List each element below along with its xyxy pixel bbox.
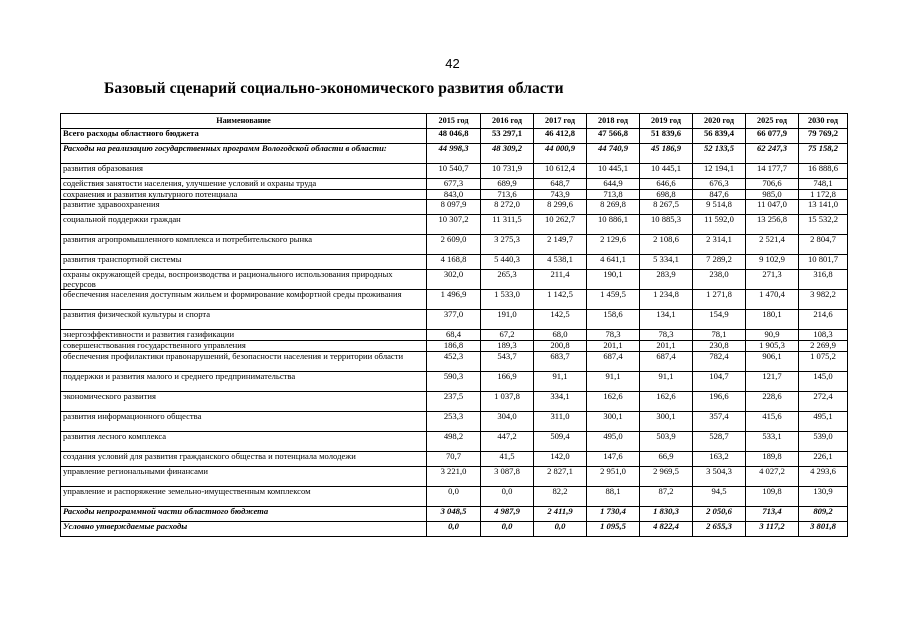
cell-value-2020: 782,4 xyxy=(693,351,746,371)
cell-value-2018: 644,9 xyxy=(587,179,640,190)
cell-value-2016: 543,7 xyxy=(481,351,534,371)
row-label: содействия занятости населения, улучшение условий и охраны труда xyxy=(61,179,427,190)
document-title: Базовый сценарий социально-экономического развития области xyxy=(104,80,564,97)
cell-value-2017: 91,1 xyxy=(534,371,587,391)
cell-value-2016: 8 272,0 xyxy=(481,200,534,215)
cell-value-2020: 847,6 xyxy=(693,189,746,200)
cell-value-2016: 3 275,3 xyxy=(481,235,534,255)
row-label: Условно утверждаемые расходы xyxy=(61,521,427,536)
cell-value-2025: 228,6 xyxy=(746,391,799,411)
cell-value-2025: 9 102,9 xyxy=(746,255,799,270)
cell-value-2025: 533,1 xyxy=(746,431,799,451)
cell-value-2015: 10 540,7 xyxy=(427,164,481,179)
cell-value-2025: 66 077,9 xyxy=(746,129,799,144)
cell-value-2020: 2 655,3 xyxy=(693,521,746,536)
row-label: обеспечения населения доступным жильем и формирование комфортной среды проживания xyxy=(61,290,427,310)
cell-value-2020: 11 592,0 xyxy=(693,215,746,235)
cell-value-2016: 0,0 xyxy=(481,521,534,536)
cell-value-2019: 646,6 xyxy=(640,179,693,190)
cell-value-2015: 48 046,8 xyxy=(427,129,481,144)
table-row xyxy=(61,290,848,310)
cell-value-2017: 1 142,5 xyxy=(534,290,587,310)
cell-value-2025: 180,1 xyxy=(746,310,799,330)
cell-value-2017: 4 538,1 xyxy=(534,255,587,270)
cell-value-2030: 4 293,6 xyxy=(799,466,848,486)
column-header-2016: 2016 год xyxy=(481,114,534,129)
cell-value-2019: 698,8 xyxy=(640,189,693,200)
cell-value-2019: 1 830,3 xyxy=(640,506,693,521)
cell-value-2016: 191,0 xyxy=(481,310,534,330)
cell-value-2019: 201,1 xyxy=(640,340,693,351)
cell-value-2018: 91,1 xyxy=(587,371,640,391)
cell-value-2020: 7 289,2 xyxy=(693,255,746,270)
cell-value-2018: 2 951,0 xyxy=(587,466,640,486)
cell-value-2017: 46 412,8 xyxy=(534,129,587,144)
cell-value-2017: 82,2 xyxy=(534,486,587,506)
cell-value-2025: 121,7 xyxy=(746,371,799,391)
column-header-name: Наименование xyxy=(61,114,427,129)
cell-value-2016: 67,2 xyxy=(481,330,534,341)
cell-value-2015: 3 221,0 xyxy=(427,466,481,486)
cell-value-2019: 2 108,6 xyxy=(640,235,693,255)
table-row xyxy=(61,129,848,144)
table-row xyxy=(61,506,848,521)
cell-value-2018: 190,1 xyxy=(587,270,640,290)
cell-value-2019: 66,9 xyxy=(640,451,693,466)
table-row xyxy=(61,215,848,235)
table-row xyxy=(61,235,848,255)
cell-value-2015: 253,3 xyxy=(427,411,481,431)
cell-value-2016: 10 731,9 xyxy=(481,164,534,179)
table-row xyxy=(61,189,848,200)
cell-value-2017: 2 411,9 xyxy=(534,506,587,521)
cell-value-2018: 1 730,4 xyxy=(587,506,640,521)
row-label: Расходы на реализацию государственных программ Вологодской области в области: xyxy=(61,144,427,164)
table-row xyxy=(61,371,848,391)
row-label: развития лесного комплекса xyxy=(61,431,427,451)
cell-value-2017: 743,9 xyxy=(534,189,587,200)
cell-value-2017: 68,0 xyxy=(534,330,587,341)
cell-value-2016: 689,9 xyxy=(481,179,534,190)
cell-value-2030: 13 141,0 xyxy=(799,200,848,215)
cell-value-2016: 11 311,5 xyxy=(481,215,534,235)
cell-value-2025: 109,8 xyxy=(746,486,799,506)
table-body xyxy=(61,129,848,537)
cell-value-2015: 70,7 xyxy=(427,451,481,466)
table-row xyxy=(61,451,848,466)
cell-value-2019: 4 822,4 xyxy=(640,521,693,536)
row-label: развития образования xyxy=(61,164,427,179)
cell-value-2030: 1 172,8 xyxy=(799,189,848,200)
cell-value-2020: 52 133,5 xyxy=(693,144,746,164)
table-row xyxy=(61,466,848,486)
column-header-2019: 2019 год xyxy=(640,114,693,129)
cell-value-2015: 843,0 xyxy=(427,189,481,200)
cell-value-2020: 230,8 xyxy=(693,340,746,351)
cell-value-2018: 10 445,1 xyxy=(587,164,640,179)
cell-value-2016: 189,3 xyxy=(481,340,534,351)
cell-value-2015: 0,0 xyxy=(427,521,481,536)
cell-value-2025: 3 117,2 xyxy=(746,521,799,536)
row-label: совершенствования государственного управления xyxy=(61,340,427,351)
cell-value-2017: 648,7 xyxy=(534,179,587,190)
cell-value-2020: 163,2 xyxy=(693,451,746,466)
cell-value-2015: 677,3 xyxy=(427,179,481,190)
cell-value-2016: 304,0 xyxy=(481,411,534,431)
cell-value-2015: 4 168,8 xyxy=(427,255,481,270)
cell-value-2016: 166,9 xyxy=(481,371,534,391)
cell-value-2020: 9 514,8 xyxy=(693,200,746,215)
cell-value-2030: 272,4 xyxy=(799,391,848,411)
cell-value-2015: 590,3 xyxy=(427,371,481,391)
column-header-2025: 2025 год xyxy=(746,114,799,129)
cell-value-2017: 334,1 xyxy=(534,391,587,411)
cell-value-2020: 104,7 xyxy=(693,371,746,391)
row-label: экономического развития xyxy=(61,391,427,411)
cell-value-2030: 145,0 xyxy=(799,371,848,391)
row-label: развитие здравоохранения xyxy=(61,200,427,215)
cell-value-2025: 1 470,4 xyxy=(746,290,799,310)
cell-value-2019: 300,1 xyxy=(640,411,693,431)
cell-value-2030: 748,1 xyxy=(799,179,848,190)
cell-value-2016: 1 533,0 xyxy=(481,290,534,310)
cell-value-2030: 16 888,6 xyxy=(799,164,848,179)
cell-value-2025: 189,8 xyxy=(746,451,799,466)
cell-value-2019: 2 969,5 xyxy=(640,466,693,486)
cell-value-2015: 1 496,9 xyxy=(427,290,481,310)
row-label: управление региональными финансами xyxy=(61,466,427,486)
cell-value-2030: 1 075,2 xyxy=(799,351,848,371)
cell-value-2020: 154,9 xyxy=(693,310,746,330)
cell-value-2019: 162,6 xyxy=(640,391,693,411)
cell-value-2025: 90,9 xyxy=(746,330,799,341)
table-row xyxy=(61,351,848,371)
cell-value-2030: 495,1 xyxy=(799,411,848,431)
cell-value-2030: 3 982,2 xyxy=(799,290,848,310)
cell-value-2025: 62 247,3 xyxy=(746,144,799,164)
cell-value-2017: 10 262,7 xyxy=(534,215,587,235)
cell-value-2025: 713,4 xyxy=(746,506,799,521)
cell-value-2018: 47 566,8 xyxy=(587,129,640,144)
cell-value-2015: 377,0 xyxy=(427,310,481,330)
cell-value-2017: 142,5 xyxy=(534,310,587,330)
cell-value-2019: 45 186,9 xyxy=(640,144,693,164)
cell-value-2020: 12 194,1 xyxy=(693,164,746,179)
cell-value-2030: 130,9 xyxy=(799,486,848,506)
cell-value-2017: 2 827,1 xyxy=(534,466,587,486)
row-label: развития информационного общества xyxy=(61,411,427,431)
budget-table xyxy=(60,113,848,537)
cell-value-2018: 162,6 xyxy=(587,391,640,411)
cell-value-2018: 2 129,6 xyxy=(587,235,640,255)
cell-value-2019: 78,3 xyxy=(640,330,693,341)
table-row xyxy=(61,486,848,506)
cell-value-2015: 452,3 xyxy=(427,351,481,371)
row-label: охраны окружающей среды, воспроизводства и рационального использования природных ресурсов xyxy=(61,270,427,290)
table-row xyxy=(61,431,848,451)
cell-value-2030: 316,8 xyxy=(799,270,848,290)
cell-value-2020: 78,1 xyxy=(693,330,746,341)
cell-value-2019: 134,1 xyxy=(640,310,693,330)
column-header-2017: 2017 год xyxy=(534,114,587,129)
row-label: Расходы непрограммной части областного бюджета xyxy=(61,506,427,521)
table-row xyxy=(61,255,848,270)
cell-value-2016: 5 440,3 xyxy=(481,255,534,270)
cell-value-2015: 237,5 xyxy=(427,391,481,411)
cell-value-2016: 3 087,8 xyxy=(481,466,534,486)
cell-value-2017: 509,4 xyxy=(534,431,587,451)
cell-value-2025: 271,3 xyxy=(746,270,799,290)
cell-value-2025: 985,0 xyxy=(746,189,799,200)
cell-value-2015: 10 307,2 xyxy=(427,215,481,235)
cell-value-2019: 51 839,6 xyxy=(640,129,693,144)
table-row xyxy=(61,200,848,215)
cell-value-2030: 108,3 xyxy=(799,330,848,341)
cell-value-2018: 158,6 xyxy=(587,310,640,330)
cell-value-2025: 415,6 xyxy=(746,411,799,431)
cell-value-2018: 300,1 xyxy=(587,411,640,431)
cell-value-2015: 0,0 xyxy=(427,486,481,506)
cell-value-2016: 48 309,2 xyxy=(481,144,534,164)
table-row xyxy=(61,391,848,411)
row-label: поддержки и развития малого и среднего предпринимательства xyxy=(61,371,427,391)
cell-value-2025: 2 521,4 xyxy=(746,235,799,255)
cell-value-2020: 56 839,4 xyxy=(693,129,746,144)
table-row xyxy=(61,521,848,536)
cell-value-2017: 2 149,7 xyxy=(534,235,587,255)
cell-value-2025: 906,1 xyxy=(746,351,799,371)
cell-value-2025: 13 256,8 xyxy=(746,215,799,235)
cell-value-2016: 4 987,9 xyxy=(481,506,534,521)
cell-value-2030: 809,2 xyxy=(799,506,848,521)
cell-value-2019: 5 334,1 xyxy=(640,255,693,270)
cell-value-2020: 2 314,1 xyxy=(693,235,746,255)
cell-value-2018: 147,6 xyxy=(587,451,640,466)
cell-value-2017: 8 299,6 xyxy=(534,200,587,215)
row-label: управление и распоряжение земельно-имущественным комплексом xyxy=(61,486,427,506)
cell-value-2030: 226,1 xyxy=(799,451,848,466)
cell-value-2015: 302,0 xyxy=(427,270,481,290)
cell-value-2017: 211,4 xyxy=(534,270,587,290)
cell-value-2019: 10 885,3 xyxy=(640,215,693,235)
cell-value-2017: 311,0 xyxy=(534,411,587,431)
cell-value-2019: 283,9 xyxy=(640,270,693,290)
cell-value-2016: 41,5 xyxy=(481,451,534,466)
column-header-2015: 2015 год xyxy=(427,114,481,129)
cell-value-2030: 10 801,7 xyxy=(799,255,848,270)
row-label: обеспечения профилактики правонарушений, безопасности населения и территории области xyxy=(61,351,427,371)
cell-value-2025: 1 905,3 xyxy=(746,340,799,351)
column-header-2030: 2030 год xyxy=(799,114,848,129)
cell-value-2019: 503,9 xyxy=(640,431,693,451)
table-row xyxy=(61,164,848,179)
cell-value-2015: 44 998,3 xyxy=(427,144,481,164)
cell-value-2025: 706,6 xyxy=(746,179,799,190)
row-label: Всего расходы областного бюджета xyxy=(61,129,427,144)
cell-value-2025: 4 027,2 xyxy=(746,466,799,486)
cell-value-2016: 713,6 xyxy=(481,189,534,200)
cell-value-2025: 14 177,7 xyxy=(746,164,799,179)
cell-value-2019: 10 445,1 xyxy=(640,164,693,179)
cell-value-2016: 447,2 xyxy=(481,431,534,451)
cell-value-2015: 498,2 xyxy=(427,431,481,451)
table-row xyxy=(61,144,848,164)
cell-value-2020: 196,6 xyxy=(693,391,746,411)
cell-value-2018: 1 459,5 xyxy=(587,290,640,310)
cell-value-2030: 2 804,7 xyxy=(799,235,848,255)
cell-value-2020: 1 271,8 xyxy=(693,290,746,310)
cell-value-2020: 3 504,3 xyxy=(693,466,746,486)
table-row xyxy=(61,330,848,341)
cell-value-2017: 683,7 xyxy=(534,351,587,371)
cell-value-2017: 200,8 xyxy=(534,340,587,351)
table-row xyxy=(61,310,848,330)
row-label: развития агропромышленного комплекса и потребительского рынка xyxy=(61,235,427,255)
table-header-row xyxy=(61,114,848,129)
cell-value-2018: 713,8 xyxy=(587,189,640,200)
page-number: 42 xyxy=(445,56,460,71)
cell-value-2015: 2 609,0 xyxy=(427,235,481,255)
cell-value-2030: 214,6 xyxy=(799,310,848,330)
row-label: энергоэффективности и развития газификации xyxy=(61,330,427,341)
cell-value-2018: 44 740,9 xyxy=(587,144,640,164)
cell-value-2025: 11 047,0 xyxy=(746,200,799,215)
column-header-2018: 2018 год xyxy=(587,114,640,129)
table-row xyxy=(61,179,848,190)
row-label: развития транспортной системы xyxy=(61,255,427,270)
cell-value-2015: 68,4 xyxy=(427,330,481,341)
row-label: социальной поддержки граждан xyxy=(61,215,427,235)
cell-value-2016: 265,3 xyxy=(481,270,534,290)
cell-value-2015: 186,8 xyxy=(427,340,481,351)
cell-value-2017: 142,0 xyxy=(534,451,587,466)
cell-value-2015: 8 097,9 xyxy=(427,200,481,215)
cell-value-2019: 87,2 xyxy=(640,486,693,506)
cell-value-2017: 0,0 xyxy=(534,521,587,536)
cell-value-2018: 8 269,8 xyxy=(587,200,640,215)
cell-value-2018: 495,0 xyxy=(587,431,640,451)
cell-value-2020: 238,0 xyxy=(693,270,746,290)
cell-value-2018: 78,3 xyxy=(587,330,640,341)
cell-value-2030: 15 532,2 xyxy=(799,215,848,235)
cell-value-2019: 687,4 xyxy=(640,351,693,371)
table-row xyxy=(61,270,848,290)
table-row xyxy=(61,411,848,431)
cell-value-2030: 79 769,2 xyxy=(799,129,848,144)
cell-value-2018: 88,1 xyxy=(587,486,640,506)
cell-value-2018: 10 886,1 xyxy=(587,215,640,235)
cell-value-2030: 3 801,8 xyxy=(799,521,848,536)
cell-value-2016: 0,0 xyxy=(481,486,534,506)
cell-value-2030: 539,0 xyxy=(799,431,848,451)
cell-value-2030: 2 269,9 xyxy=(799,340,848,351)
row-label: создания условий для развития гражданского общества и потенциала молодежи xyxy=(61,451,427,466)
table-row xyxy=(61,340,848,351)
cell-value-2020: 94,5 xyxy=(693,486,746,506)
cell-value-2018: 201,1 xyxy=(587,340,640,351)
cell-value-2017: 10 612,4 xyxy=(534,164,587,179)
column-header-2020: 2020 год xyxy=(693,114,746,129)
cell-value-2017: 44 000,9 xyxy=(534,144,587,164)
cell-value-2020: 2 050,6 xyxy=(693,506,746,521)
cell-value-2020: 676,3 xyxy=(693,179,746,190)
cell-value-2015: 3 048,5 xyxy=(427,506,481,521)
cell-value-2020: 528,7 xyxy=(693,431,746,451)
cell-value-2018: 4 641,1 xyxy=(587,255,640,270)
cell-value-2019: 91,1 xyxy=(640,371,693,391)
cell-value-2016: 53 297,1 xyxy=(481,129,534,144)
row-label: сохранения и развития культурного потенциала xyxy=(61,189,427,200)
cell-value-2019: 1 234,8 xyxy=(640,290,693,310)
cell-value-2018: 687,4 xyxy=(587,351,640,371)
cell-value-2020: 357,4 xyxy=(693,411,746,431)
cell-value-2016: 1 037,8 xyxy=(481,391,534,411)
cell-value-2018: 1 095,5 xyxy=(587,521,640,536)
cell-value-2030: 75 158,2 xyxy=(799,144,848,164)
cell-value-2019: 8 267,5 xyxy=(640,200,693,215)
row-label: развития физической культуры и спорта xyxy=(61,310,427,330)
